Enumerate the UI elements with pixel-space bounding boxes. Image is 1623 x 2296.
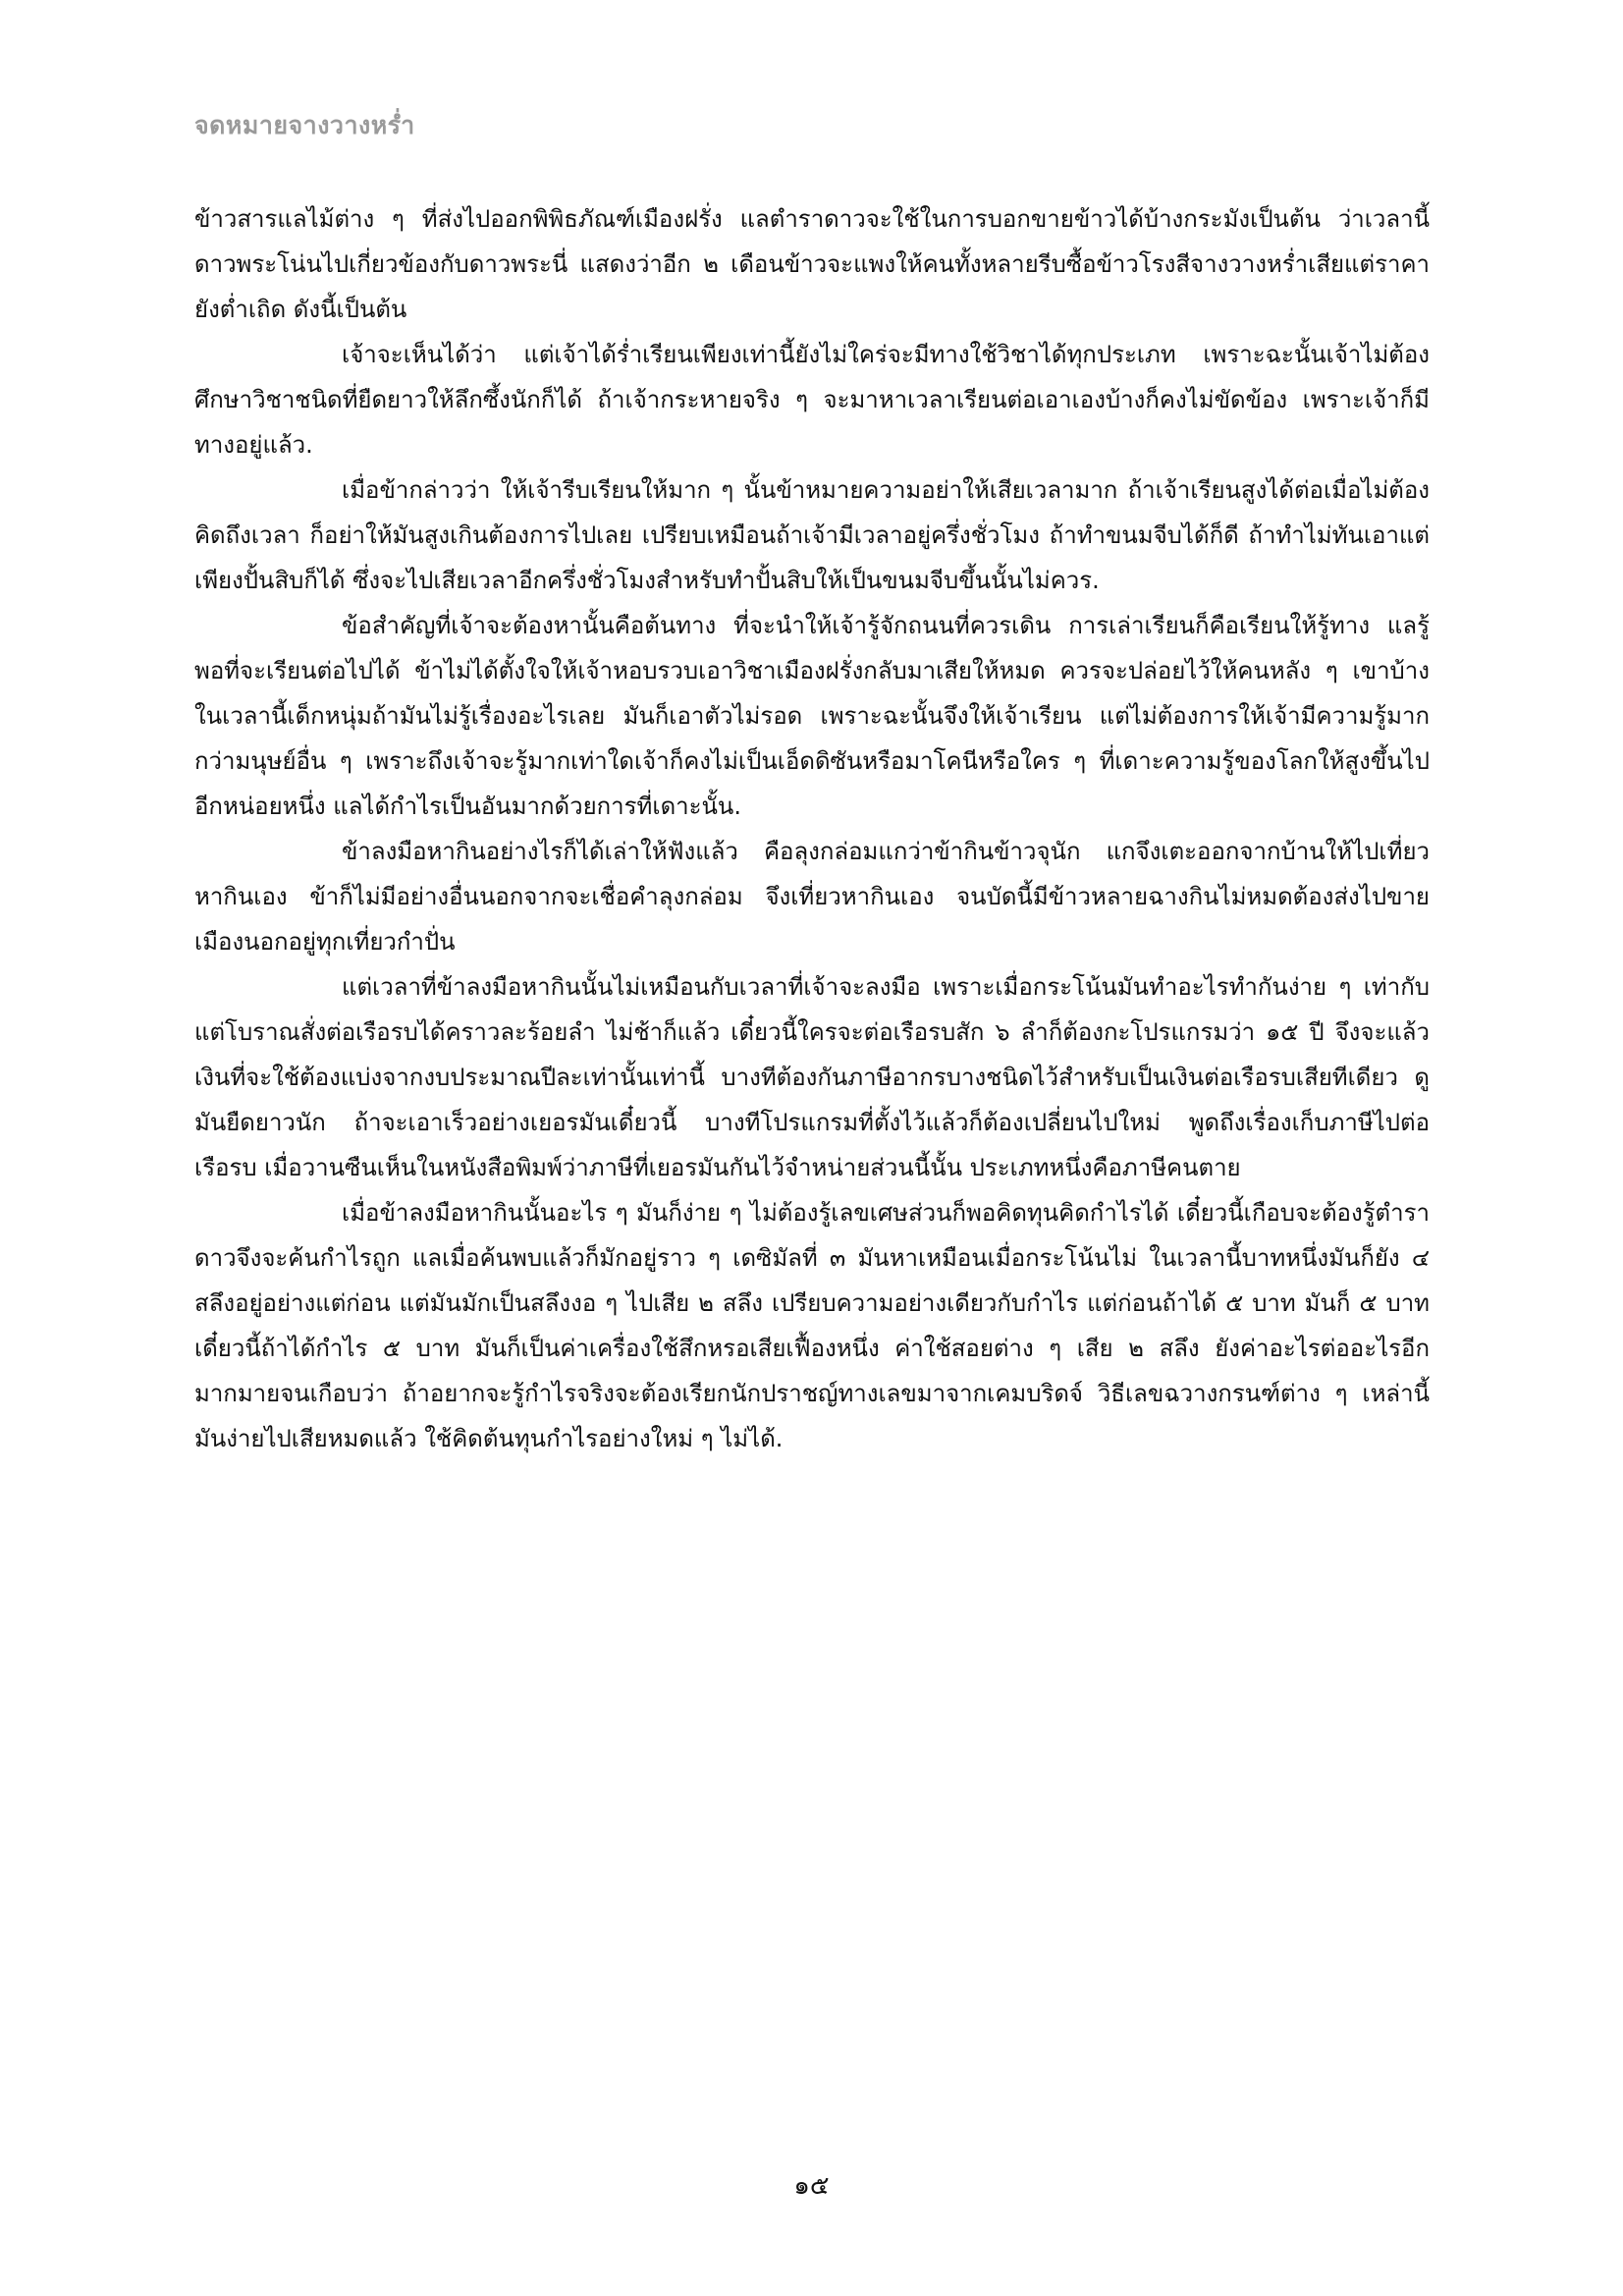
- paragraph-1: ข้าวสารแลไม้ต่าง ๆ ที่ส่งไปออกพิพิธภัณฑ์เมืองฝรั่ง แลตำราดาวจะใช้ในการบอกขายข้าวได้บ้างกระมังเป็นต้น ว่าเวลานี้ดาวพระโน่นไปเกี่ยวข้องกับดาวพระนี่ แสดงว่าอีก ๒ เดือนข้าวจะแพงให้คนทั้งหลายรีบซื้อข้าวโรงสีจางวางหร่ำเสียแต่ราคายังต่ำเถิด ดังนี้เป็นต้น: [194, 205, 1430, 323]
- page-body: [194, 196, 1430, 1461]
- paragraph-7: เมื่อข้าลงมือหากินนั้นอะไร ๆ มันก็ง่าย ๆ ไม่ต้องรู้เลขเศษส่วนก็พอคิดทุนคิดกำไรได้ เดี๋ยวนี้เกือบจะต้องรู้ตำราดาวจึงจะค้นกำไรถูก แลเมื่อค้นพบแล้วก็มักอยู่ราว ๆ เดซิมัลที่ ๓ มันหาเหมือนเมื่อกระโน้นไม่ ในเวลานี้บาทหนึ่งมันก็ยัง ๔ สลึงอยู่อย่างแต่ก่อน แต่มันมักเป็นสลึงงอ ๆ ไปเสีย ๒ สลึง เปรียบความอย่างเดียวกับกำไร แต่ก่อนถ้าได้ ๕ บาท มันก็ ๕ บาท เดี๋ยวนี้ถ้าได้กำไร ๕ บาท มันก็เป็นค่าเครื่องใช้สึกหรอเสียเฟื้องหนึ่ง ค่าใช้สอยต่าง ๆ เสีย ๒ สลึง ยังค่าอะไรต่ออะไรอีกมากมายจนเกือบว่า ถ้าอยากจะรู้กำไรจริงจะต้องเรียกนักปราชญ์ทางเลขมาจากเคมบริดจ์ วิธีเลขฉวางกรนฑ์ต่าง ๆ เหล่านี้มันง่ายไปเสียหมดแล้ว ใช้คิดต้นทุนกำไรอย่างใหม่ ๆ ไม่ได้.: [194, 1199, 1430, 1452]
- paragraph-5: ข้าลงมือหากินอย่างไรก็ได้เล่าให้ฟังแล้ว คือลุงกล่อมแกว่าข้ากินข้าวจุนัก แกจึงเตะออกจากบ้านให้ไปเที่ยวหากินเอง ข้าก็ไม่มีอย่างอื่นนอกจากจะเชื่อคำลุงกล่อม จึงเที่ยวหากินเอง จนบัดนี้มีข้าวหลายฉางกินไม่หมดต้องส่งไปขายเมืองนอกอยู่ทุกเที่ยวกำปั่น: [194, 838, 1430, 956]
- paragraph-4: ข้อสำคัญที่เจ้าจะต้องหานั้นคือต้นทาง ที่จะนำให้เจ้ารู้จักถนนที่ควรเดิน การเล่าเรียนก็คือเรียนให้รู้ทาง แลรู้พอที่จะเรียนต่อไปได้ ข้าไม่ได้ตั้งใจให้เจ้าหอบรวบเอาวิชาเมืองฝรั่งกลับมาเสียให้หมด ควรจะปล่อยไว้ให้คนหลัง ๆ เขาบ้าง ในเวลานี้เด็กหนุ่มถ้ามันไม่รู้เรื่องอะไรเลย มันก็เอาตัวไม่รอด เพราะฉะนั้นจึงให้เจ้าเรียน แต่ไม่ต้องการให้เจ้ามีความรู้มากกว่ามนุษย์อื่น ๆ เพราะถึงเจ้าจะรู้มากเท่าใดเจ้าก็คงไม่เป็นเอ็ดดิซันหรือมาโคนีหรือใคร ๆ ที่เดาะความรู้ของโลกให้สูงขึ้นไปอีกหน่อยหนึ่ง แลได้กำไรเป็นอันมากด้วยการที่เดาะนั้น.: [194, 612, 1430, 820]
- page-number: ๑๕: [793, 2171, 830, 2201]
- paragraph-6: แต่เวลาที่ข้าลงมือหากินนั้นไม่เหมือนกับเวลาที่เจ้าจะลงมือ เพราะเมื่อกระโน้นมันทำอะไรทำกันง่าย ๆ เท่ากับแต่โบราณสั่งต่อเรือรบได้คราวละร้อยลำ ไม่ช้าก็แล้ว เดี๋ยวนี้ใครจะต่อเรือรบสัก ๖ ลำก็ต้องกะโปรแกรมว่า ๑๕ ปี จึงจะแล้ว เงินที่จะใช้ต้องแบ่งจากงบประมาณปีละเท่านั้นเท่านี้ บางทีต้องกันภาษีอากรบางชนิดไว้สำหรับเป็นเงินต่อเรือรบเสียทีเดียว ดูมันยืดยาวนัก ถ้าจะเอาเร็วอย่างเยอรมันเดี๋ยวนี้ บางทีโปรแกรมที่ตั้งไว้แล้วก็ต้องเปลี่ยนไปใหม่ พูดถึงเรื่องเก็บภาษีไปต่อเรือรบ เมื่อวานซืนเห็นในหนังสือพิมพ์ว่าภาษีที่เยอรมันกันไว้จำหน่ายส่วนนี้นั้น ประเภทหนึ่งคือภาษีคนตาย: [194, 973, 1430, 1181]
- paragraph-2: เจ้าจะเห็นได้ว่า แต่เจ้าได้ร่ำเรียนเพียงเท่านี้ยังไม่ใคร่จะมีทางใช้วิชาได้ทุกประเภท เพราะฉะนั้นเจ้าไม่ต้องศึกษาวิชาชนิดที่ยืดยาวให้ลึกซึ้งนักก็ได้ ถ้าเจ้ากระหายจริง ๆ จะมาหาเวลาเรียนต่อเอาเองบ้างก็คงไม่ขัดข้อง เพราะเจ้าก็มีทางอยู่แล้ว.: [194, 341, 1430, 459]
- running-header-title: จดหมายจางวางหร่ำ: [194, 111, 415, 139]
- paragraph-3: เมื่อข้ากล่าวว่า ให้เจ้ารีบเรียนให้มาก ๆ นั้นข้าหมายความอย่าให้เสียเวลามาก ถ้าเจ้าเรียนสูงได้ต่อเมื่อไม่ต้องคิดถึงเวลา ก็อย่าให้มันสูงเกินต้องการไปเลย เปรียบเหมือนถ้าเจ้ามีเวลาอยู่ครึ่งชั่วโมง ถ้าทำขนมจีบได้ก็ดี ถ้าทำไม่ทันเอาแต่เพียงปั้นสิบก็ได้ ซึ่งจะไปเสียเวลาอีกครึ่งชั่วโมงสำหรับทำปั้นสิบให้เป็นขนมจีบขึ้นนั้นไม่ควร.: [194, 476, 1430, 594]
